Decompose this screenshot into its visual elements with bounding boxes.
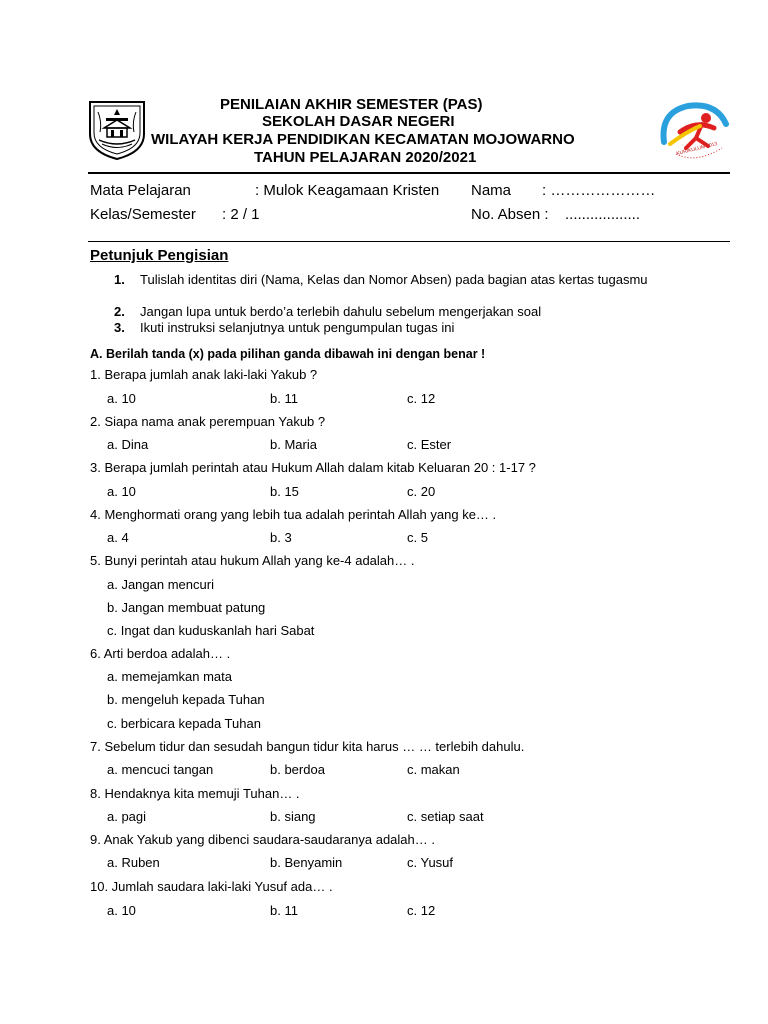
- option-c: c. Ester: [407, 437, 452, 452]
- option-b: b. mengeluh kepada Tuhan: [107, 692, 265, 707]
- instruction-item: [114, 304, 684, 320]
- option-c: c. setiap saat: [407, 809, 484, 824]
- option-b: b. Maria: [270, 437, 317, 452]
- kurikulum-2013-label: KURIKULUM 2013: [675, 141, 719, 157]
- header-school: SEKOLAH DASAR NEGERI: [262, 113, 455, 130]
- option-c: c. 12: [407, 391, 436, 406]
- question-10: 10. Jumlah saudara laki-laki Yusuf ada… .: [90, 879, 333, 894]
- question-8: 8. Hendaknya kita memuji Tuhan… .: [90, 786, 300, 801]
- question-5: 5. Bunyi perintah atau hukum Allah yang ke-4 adalah… .: [90, 553, 415, 568]
- option-a: a. Dina: [107, 437, 149, 452]
- name-label: Nama: [471, 182, 512, 199]
- class-value: : 2 / 1: [222, 206, 260, 223]
- option-c: c. 20: [407, 484, 436, 499]
- option-b: b. 11: [270, 903, 298, 918]
- option-c: c. 5: [407, 530, 428, 545]
- option-a: a. 4: [107, 530, 129, 545]
- kurikulum-2013-logo-icon: [656, 102, 732, 164]
- option-c: c. Ingat dan kuduskanlah hari Sabat: [107, 623, 315, 638]
- absen-field: ..................: [565, 206, 641, 223]
- question-1: 1. Berapa jumlah anak laki-laki Yakub ?: [90, 367, 318, 382]
- instruction-text: Jangan lupa untuk berdo’a terlebih dahulu sebelum mengerjakan soal: [140, 304, 542, 319]
- subject-label: Mata Pelajaran: [90, 182, 191, 199]
- regency-seal-icon: [84, 96, 150, 162]
- option-b: b. Jangan membuat patung: [107, 600, 266, 615]
- info-divider: [88, 241, 730, 242]
- question-9: 9. Anak Yakub yang dibenci saudara-saudaranya adalah… .: [90, 832, 435, 847]
- question-4: 4. Menghormati orang yang lebih tua adalah perintah Allah yang ke… .: [90, 507, 497, 522]
- instructions-title: Petunjuk Pengisian: [90, 247, 229, 264]
- option-a: a. 10: [107, 903, 136, 918]
- option-a: a. mencuci tangan: [107, 762, 214, 777]
- name-field: : …………………: [542, 182, 656, 199]
- option-c: c. makan: [407, 762, 460, 777]
- instruction-text: Tulislah identitas diri (Nama, Kelas dan Nomor Absen) pada bagian atas kertas tugasmu: [140, 272, 648, 287]
- option-a: a. Jangan mencuri: [107, 577, 214, 592]
- option-a: a. Ruben: [107, 855, 160, 870]
- instruction-text: Ikuti instruksi selanjutnya untuk pengumpulan tugas ini: [140, 320, 455, 335]
- instruction-number: 1.: [114, 272, 125, 287]
- option-b: b. berdoa: [270, 762, 325, 777]
- instruction-number: 2.: [114, 304, 125, 319]
- subject-value: : Mulok Keagamaan Kristen: [255, 182, 440, 199]
- question-2: 2. Siapa nama anak perempuan Yakub ?: [90, 414, 326, 429]
- absen-label: No. Absen :: [471, 206, 549, 223]
- instruction-item: [114, 272, 684, 304]
- option-a: a. pagi: [107, 809, 147, 824]
- option-a: a. 10: [107, 391, 136, 406]
- header-title: PENILAIAN AKHIR SEMESTER (PAS): [220, 96, 483, 113]
- option-a: a. memejamkan mata: [107, 669, 232, 684]
- question-7: 7. Sebelum tidur dan sesudah bangun tidur kita harus … … terlebih dahulu.: [90, 739, 525, 754]
- option-b: b. 11: [270, 391, 298, 406]
- option-c: c. berbicara kepada Tuhan: [107, 716, 261, 731]
- kurikulum-2013-logo: [656, 102, 732, 164]
- question-3: 3. Berapa jumlah perintah atau Hukum Allah dalam kitab Keluaran 20 : 1-17 ?: [90, 460, 536, 475]
- option-b: b. siang: [270, 809, 316, 824]
- option-b: b. Benyamin: [270, 855, 343, 870]
- section-a-instruction: A. Berilah tanda (x) pada pilihan ganda dibawah ini dengan benar !: [90, 347, 486, 361]
- option-c: c. 12: [407, 903, 436, 918]
- header-region: WILAYAH KERJA PENDIDIKAN KECAMATAN MOJOWARNO: [151, 131, 575, 148]
- option-b: b. 3: [270, 530, 292, 545]
- instruction-item: [114, 320, 684, 336]
- question-6: 6. Arti berdoa adalah… .: [90, 646, 231, 661]
- option-a: a. 10: [107, 484, 136, 499]
- header-divider: [88, 172, 730, 174]
- option-b: b. 15: [270, 484, 299, 499]
- option-c: c. Yusuf: [407, 855, 454, 870]
- header-year: TAHUN PELAJARAN 2020/2021: [254, 149, 477, 166]
- instruction-number: 3.: [114, 320, 125, 335]
- class-label: Kelas/Semester: [90, 206, 196, 223]
